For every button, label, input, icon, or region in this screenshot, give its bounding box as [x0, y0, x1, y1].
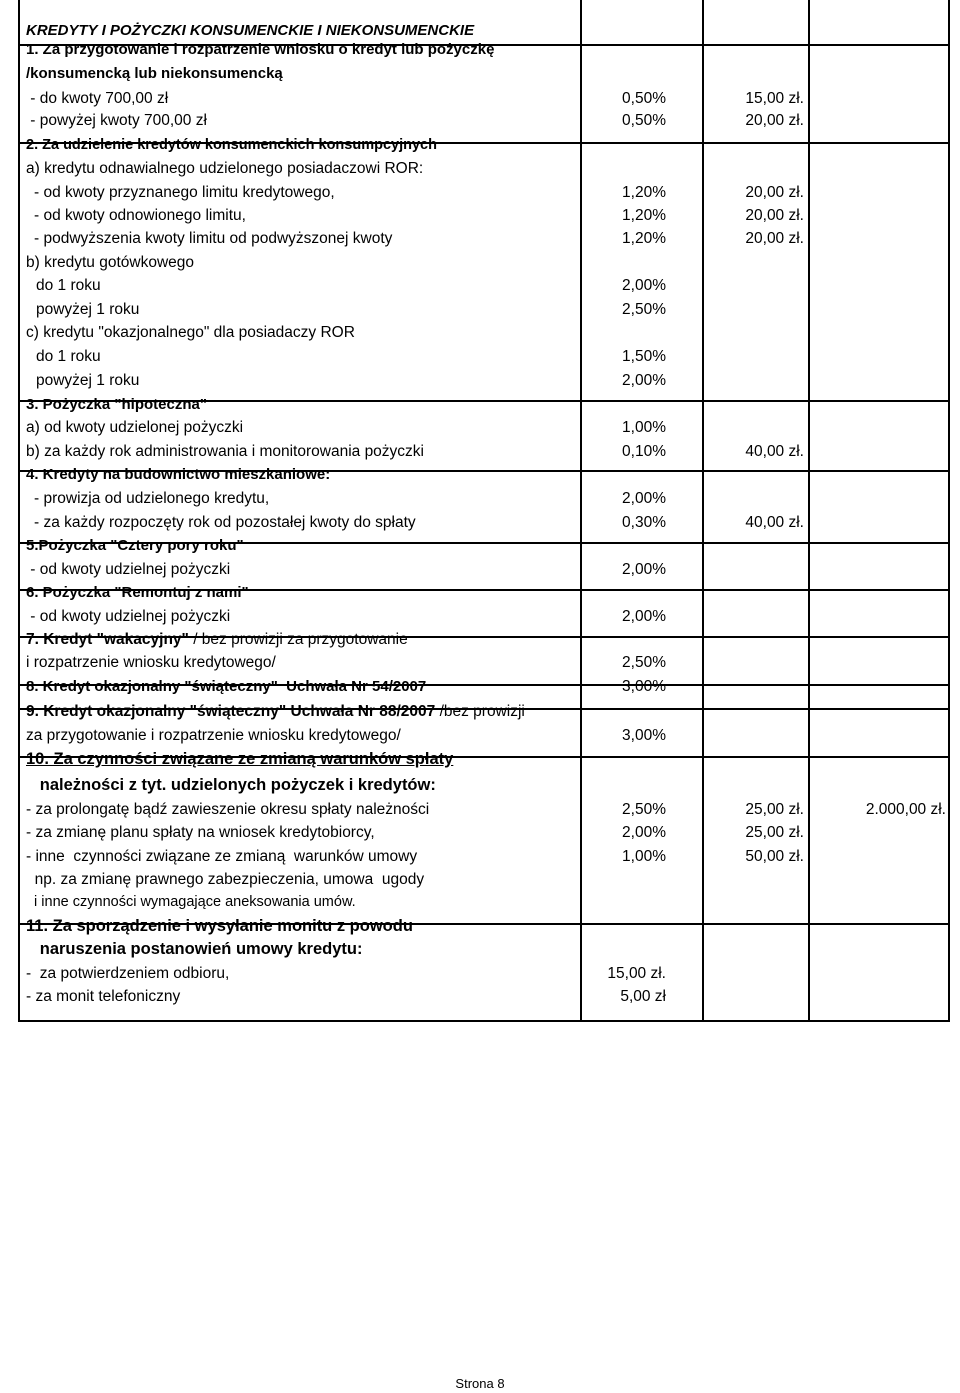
table-row: [0, 845, 960, 868]
rate-value: 2,00%: [622, 372, 666, 389]
table-row: [0, 487, 960, 510]
rate-value: 2,50%: [622, 301, 666, 318]
table-row: [0, 675, 960, 698]
rate-value: 1,20%: [622, 230, 666, 247]
row-description: 11. Za sporządzenie i wysyłanie monitu z powodu: [26, 917, 413, 935]
row-description: 8. Kredyt okazjonalny "świąteczny" Uchwała Nr 54/2007: [26, 678, 427, 695]
table-row: [0, 157, 960, 180]
row-description: - za monit telefoniczny: [26, 988, 181, 1005]
row-description: 3. Pożyczka "hipoteczna": [26, 396, 207, 413]
table-row: [0, 511, 960, 534]
row-description: 6. Pożyczka "Remontuj z nami": [26, 584, 249, 601]
row-description: - inne czynności związane ze zmianą warunków umowy: [26, 848, 418, 865]
min-fee-value: 25,00 zł.: [745, 801, 804, 818]
rate-value: 3,00%: [622, 727, 666, 744]
table-row: [0, 628, 960, 651]
min-fee-value: 20,00 zł.: [745, 207, 804, 224]
row-description: powyżej 1 roku: [36, 301, 140, 318]
row-description: i inne czynności wymagające aneksowania umów.: [26, 894, 356, 910]
table-row: [0, 227, 960, 250]
rate-value: 0,50%: [622, 90, 666, 107]
rate-value: 5,00 zł: [620, 988, 666, 1005]
table-row: [0, 651, 960, 674]
table-row: [0, 298, 960, 321]
row-description-bold: 7. Kredyt "wakacyjny": [26, 631, 189, 648]
row-description-rest: / bez prowizji za przygotowanie: [188, 631, 408, 648]
rate-value: 15,00 zł.: [607, 965, 666, 982]
table-row: [0, 251, 960, 274]
min-fee-value: 50,00 zł.: [745, 848, 804, 865]
row-description: i rozpatrzenie wniosku kredytowego/: [26, 654, 276, 671]
row-description: do 1 roku: [36, 348, 101, 365]
table-row: [0, 87, 960, 110]
table-row: [0, 181, 960, 204]
row-description: - od kwoty udzielnej pożyczki: [26, 561, 231, 578]
row-description: np. za zmianę prawnego zabezpieczenia, umowa ugody: [26, 871, 425, 888]
row-description: - powyżej kwoty 700,00 zł: [26, 112, 207, 129]
row-description: 2. Za udzielenie kredytów konsumenckich konsumpcyjnych: [26, 137, 437, 153]
table-row: [0, 868, 960, 891]
table-row: [0, 109, 960, 132]
min-fee-value: 15,00 zł.: [745, 90, 804, 107]
page-number: Strona 8: [455, 1376, 505, 1391]
table-row: [0, 798, 960, 821]
row-description: 10. Za czynności związane ze zmianą warunków spłaty: [26, 750, 454, 768]
row-description: c) kredytu "okazjonalnego" dla posiadaczy ROR: [26, 324, 355, 341]
table-row: [0, 985, 960, 1008]
rate-value: 0,10%: [622, 443, 666, 460]
row-description: 1. Za przygotowanie i rozpatrzenie wniosku o kredyt lub pożyczkę: [26, 41, 495, 58]
min-fee-value: 40,00 zł.: [745, 443, 804, 460]
row-description: /konsumencką lub niekonsumencką: [26, 65, 283, 82]
min-fee-value: 20,00 zł.: [745, 112, 804, 129]
row-description: - od kwoty udzielnej pożyczki: [26, 608, 231, 625]
rate-value: 2,00%: [622, 824, 666, 841]
row-description: powyżej 1 roku: [36, 372, 140, 389]
table-row: [0, 558, 960, 581]
rate-value: 1,00%: [622, 848, 666, 865]
min-fee-value: 25,00 zł.: [745, 824, 804, 841]
table-row: [0, 962, 960, 985]
row-description: za przygotowanie i rozpatrzenie wniosku kredytowego/: [26, 727, 401, 744]
table-row: [0, 748, 960, 771]
row-description: - za każdy rozpoczęty rok od pozostałej kwoty do spłaty: [34, 514, 416, 531]
min-fee-value: 20,00 zł.: [745, 184, 804, 201]
rate-value: 1,20%: [622, 207, 666, 224]
row-description: [26, 700, 582, 723]
table-row: [0, 416, 960, 439]
table-row: [0, 62, 960, 85]
row-description: - za potwierdzeniem odbioru,: [26, 965, 230, 982]
row-description: b) za każdy rok administrowania i monitorowania pożyczki: [26, 443, 424, 460]
row-description: - od kwoty przyznanego limitu kredytowego,: [34, 184, 335, 201]
table-row: [0, 38, 960, 61]
table-row: [0, 938, 960, 961]
table-border-bottom: [18, 1020, 950, 1022]
row-description: - za prolongatę bądź zawieszenie okresu spłaty należności: [26, 801, 430, 818]
row-description: a) od kwoty udzielonej pożyczki: [26, 419, 244, 436]
table-row: [0, 915, 960, 938]
rate-value: 2,00%: [622, 608, 666, 625]
row-description: - podwyższenia kwoty limitu od podwyższonej kwoty: [34, 230, 393, 247]
rate-value: 3,00%: [622, 678, 666, 695]
table-row: [0, 204, 960, 227]
row-description-bold: 9. Kredyt okazjonalny "świąteczny" Uchwała Nr 88/2007: [26, 703, 436, 720]
rate-value: 1,20%: [622, 184, 666, 201]
rate-value: 2,00%: [622, 561, 666, 578]
max-fee-value: 2.000,00 zł.: [865, 801, 946, 818]
rate-value: 2,50%: [622, 654, 666, 671]
min-fee-value: 40,00 zł.: [745, 514, 804, 531]
row-description: - za zmianę planu spłaty na wniosek kredytobiorcy,: [26, 824, 375, 841]
row-description-rest: /bez prowizji: [435, 703, 525, 720]
rate-value: 0,50%: [622, 112, 666, 129]
row-description: - do kwoty 700,00 zł: [26, 90, 169, 107]
table-row: [0, 321, 960, 344]
rate-value: 2,50%: [622, 801, 666, 818]
table-row: [0, 891, 960, 914]
row-description: b) kredytu gotówkowego: [26, 254, 195, 271]
table-row: [0, 534, 960, 557]
row-description: - od kwoty odnowionego limitu,: [34, 207, 246, 224]
row-description: - prowizja od udzielonego kredytu,: [34, 490, 270, 507]
row-description: a) kredytu odnawialnego udzielonego posiadaczowi ROR:: [26, 160, 424, 177]
table-row: [0, 274, 960, 297]
table-row: [0, 440, 960, 463]
row-description: naruszenia postanowień umowy kredytu:: [26, 940, 363, 958]
rate-value: 0,30%: [622, 514, 666, 531]
row-description: należności z tyt. udzielonych pożyczek i kredytów:: [26, 776, 436, 794]
table-title: KREDYTY I POŻYCZKI KONSUMENCKIE I NIEKONSUMENCKIE: [26, 22, 475, 39]
table-row: [0, 821, 960, 844]
table-row: [0, 463, 960, 486]
table-row: [0, 369, 960, 392]
table-row: [0, 605, 960, 628]
rate-value: 2,00%: [622, 277, 666, 294]
table-row: [0, 700, 960, 723]
row-description: 5.Pożyczka "Cztery pory roku": [26, 537, 244, 554]
row-description: 4. Kredyty na budownictwo mieszkaniowe:: [26, 466, 331, 483]
table-row: [0, 581, 960, 604]
table-row: [0, 393, 960, 416]
rate-value: 2,00%: [622, 490, 666, 507]
table-row: [0, 774, 960, 797]
table-row: [0, 134, 960, 157]
rate-value: 1,50%: [622, 348, 666, 365]
row-description: [26, 628, 582, 651]
table-row: [0, 345, 960, 368]
table-row: [0, 724, 960, 747]
min-fee-value: 20,00 zł.: [745, 230, 804, 247]
row-description: do 1 roku: [36, 277, 101, 294]
rate-value: 1,00%: [622, 419, 666, 436]
